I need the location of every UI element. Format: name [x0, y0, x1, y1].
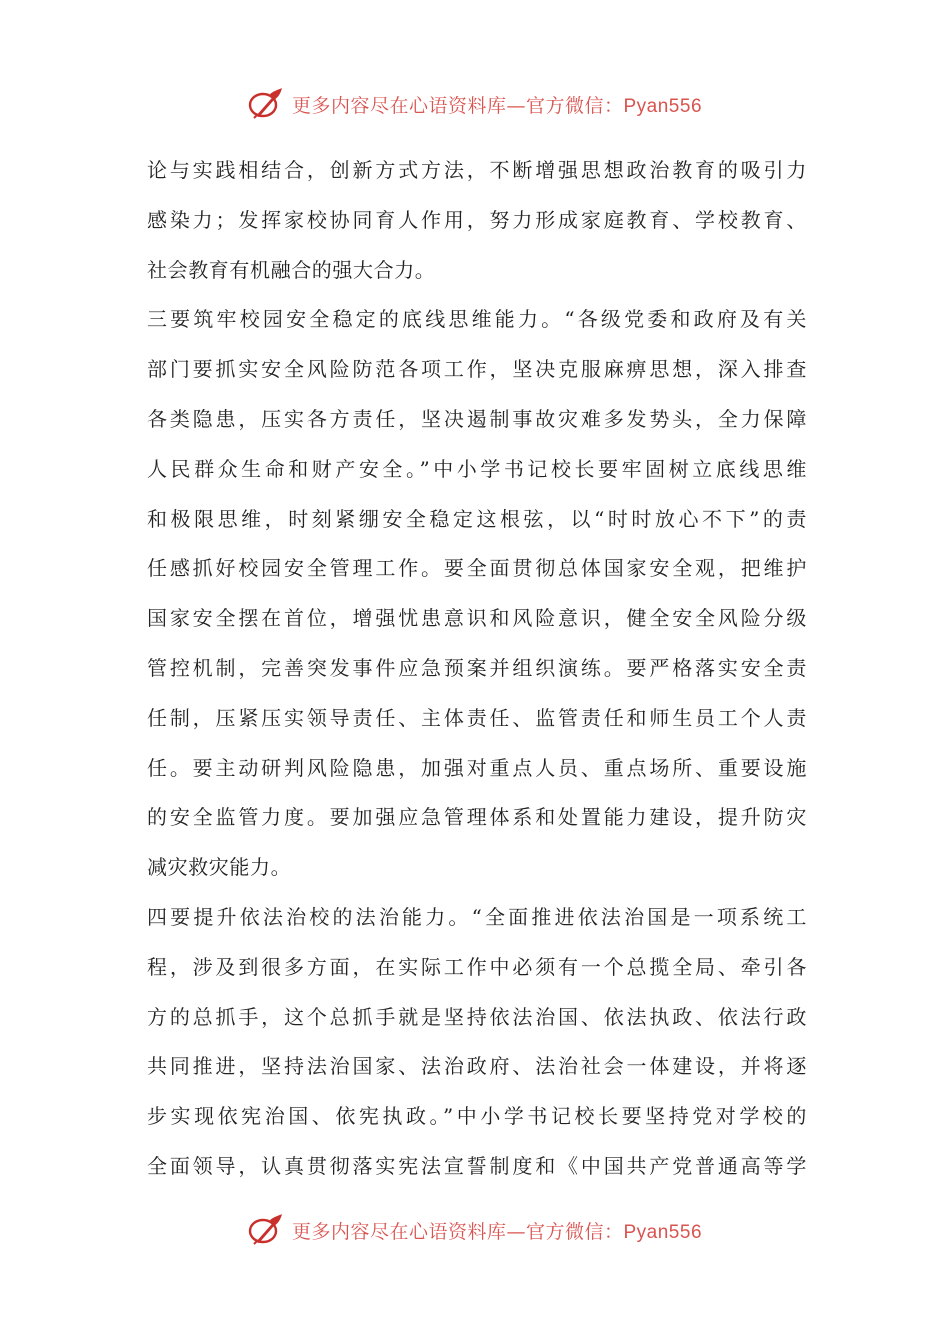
- quill-logo-icon: [248, 86, 284, 122]
- footer-banner-content: [248, 1212, 702, 1248]
- body-line: 任感抓好校园安全管理工作。要全面贯彻总体国家安全观，把维护: [147, 556, 807, 581]
- quill-logo-icon: [248, 1212, 284, 1248]
- body-line: 的安全监管力度。要加强应急管理体系和处置能力建设，提升防灾: [147, 805, 807, 830]
- footer-banner-label: 官方微信：: [525, 1220, 624, 1243]
- body-line: 全面领导，认真贯彻落实宪法宣誓制度和《中国共产党普通高等学: [147, 1153, 807, 1178]
- footer-banner-main: 更多内容尽在心语资料库—: [291, 1220, 526, 1243]
- body-line: 论与实践相结合，创新方式方法，不断增强思想政治教育的吸引力: [147, 158, 807, 182]
- footer-banner: [0, 1208, 950, 1252]
- body-line: 步实现依宪治国、依宪执政。”中小学书记校长要坚持党对学校的: [147, 1104, 807, 1129]
- body-line: 共同推进，坚持法治国家、法治政府、法治社会一体建设，并将逐: [147, 1054, 807, 1079]
- body-line: 社会教育有机融合的强大合力。: [147, 257, 436, 282]
- footer-wechat-id: Pyan556: [623, 1221, 703, 1243]
- header-banner-text: [292, 91, 702, 118]
- body-line: 和极限思维，时刻紧绷安全稳定这根弦，以“时时放心不下”的责: [147, 506, 807, 531]
- footer-banner-text: [292, 1217, 702, 1244]
- body-line: 部门要抓实安全风险防范各项工作，坚决克服麻痹思想，深入排查: [147, 357, 807, 382]
- body-line: 方的总抓手，这个总抓手就是坚持依法治国、依法执政、依法行政: [147, 1004, 807, 1029]
- body-line: 任制，压紧压实领导责任、主体责任、监管责任和师生员工个人责: [147, 705, 807, 730]
- header-banner-label: 官方微信：: [525, 94, 624, 117]
- header-banner-main: 更多内容尽在心语资料库—: [291, 94, 526, 117]
- body-line: 人民群众生命和财产安全。”中小学书记校长要牢固树立底线思维: [147, 456, 807, 481]
- document-body: [147, 146, 807, 1192]
- body-line: 感染力；发挥家校协同育人作用，努力形成家庭教育、学校教育、: [147, 207, 807, 232]
- body-line: 减灾救灾能力。: [147, 855, 292, 880]
- header-banner: [0, 82, 950, 126]
- body-line: 管控机制，完善突发事件应急预案并组织演练。要严格落实安全责: [147, 655, 807, 680]
- body-line: 任。要主动研判风险隐患，加强对重点人员、重点场所、重要设施: [147, 755, 807, 780]
- header-wechat-id: Pyan556: [623, 95, 703, 117]
- body-line: 各类隐患，压实各方责任，坚决遏制事故灾难多发势头，全力保障: [147, 406, 807, 431]
- header-banner-content: [248, 86, 702, 122]
- body-line: 三要筑牢校园安全稳定的底线思维能力。“各级党委和政府及有关: [147, 307, 807, 332]
- body-line: 程，涉及到很多方面，在实际工作中必须有一个总揽全局、牵引各: [147, 954, 807, 979]
- body-line: 四要提升依法治校的法治能力。“全面推进依法治国是一项系统工: [147, 904, 807, 929]
- body-line: 国家安全摆在首位，增强忧患意识和风险意识，健全安全风险分级: [147, 606, 807, 631]
